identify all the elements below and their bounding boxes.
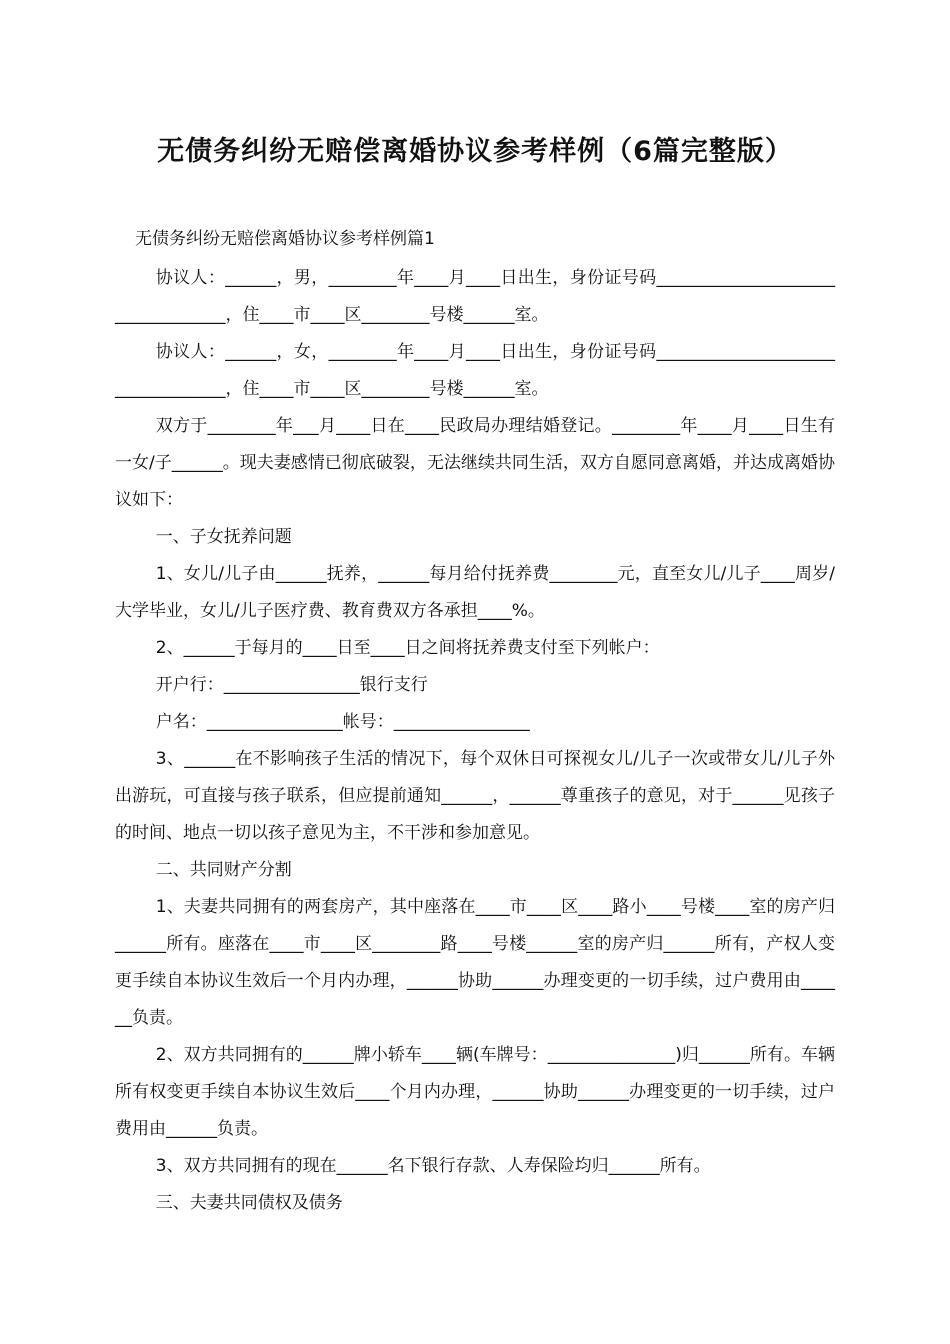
paragraph-party-female: 协议人：______，女，________年____月____日出生，身份证号码__________________________________，住____市____区________号楼______室。 — [115, 342, 835, 399]
clause-custody-3: 3、______在不影响孩子生活的情况下，每个双休日可探视女儿/儿子一次或带女儿/儿子外出游玩，可直接与孩子联系，但应提前通知______，______尊重孩子的意见，对于______见孩子的时间、地点一切以孩子意见为主，不干涉和参加意见。 — [115, 749, 835, 843]
heading-debts: 三、夫妻共同债权及债务 — [155, 1193, 343, 1213]
clause-property-2: 2、双方共同拥有的______牌小轿车____辆(车牌号：_______________)归______所有。车辆所有权变更手续自本协议生效后____个月内办理，______协助______办理变更的一切手续，过户费用由______负责。 — [115, 1045, 835, 1139]
document-title: 无债务纠纷无赔偿离婚协议参考样例（6篇完整版） — [157, 136, 793, 167]
paragraph-marriage-info: 双方于________年___月____日在____民政局办理结婚登记。________年____月____日生有一女/子______。现夫妻感情已彻底破裂，无法继续共同生活，双方自愿同意离婚，并达成离婚协议如下： — [115, 416, 835, 510]
paragraph-party-male: 协议人：______，男，________年____月____日出生，身份证号码__________________________________，住____市____区________号楼______室。 — [115, 268, 835, 325]
clause-custody-1: 1、女儿/儿子由______抚养，______每月给付抚养费________元，直至女儿/儿子____周岁/大学毕业，女儿/儿子医疗费、教育费双方各承担____%。 — [115, 564, 835, 621]
clause-bank: 开户行：________________银行支行 — [155, 675, 428, 695]
clause-custody-2: 2、______于每月的____日至____日之间将抚养费支付至下列帐户： — [155, 638, 660, 658]
clause-account: 户名：________________帐号：________________ — [155, 712, 530, 732]
document-body — [115, 260, 835, 1222]
section-subtitle: 无债务纠纷无赔偿离婚协议参考样例篇1 — [135, 229, 435, 249]
heading-property-division: 二、共同财产分割 — [155, 860, 292, 880]
clause-property-3: 3、双方共同拥有的现在______名下银行存款、人寿保险均归______所有。 — [155, 1156, 711, 1176]
clause-property-1: 1、夫妻共同拥有的两套房产，其中座落在____市____区____路小____号楼____室的房产归______所有。座落在____市____区________路____号楼______室的房产归______所有，产权人变更手续自本协议生效后一个月内办理，______协助______办理变更的一切手续，过户费用由______负责。 — [115, 897, 835, 1028]
heading-child-custody: 一、子女抚养问题 — [155, 527, 292, 547]
